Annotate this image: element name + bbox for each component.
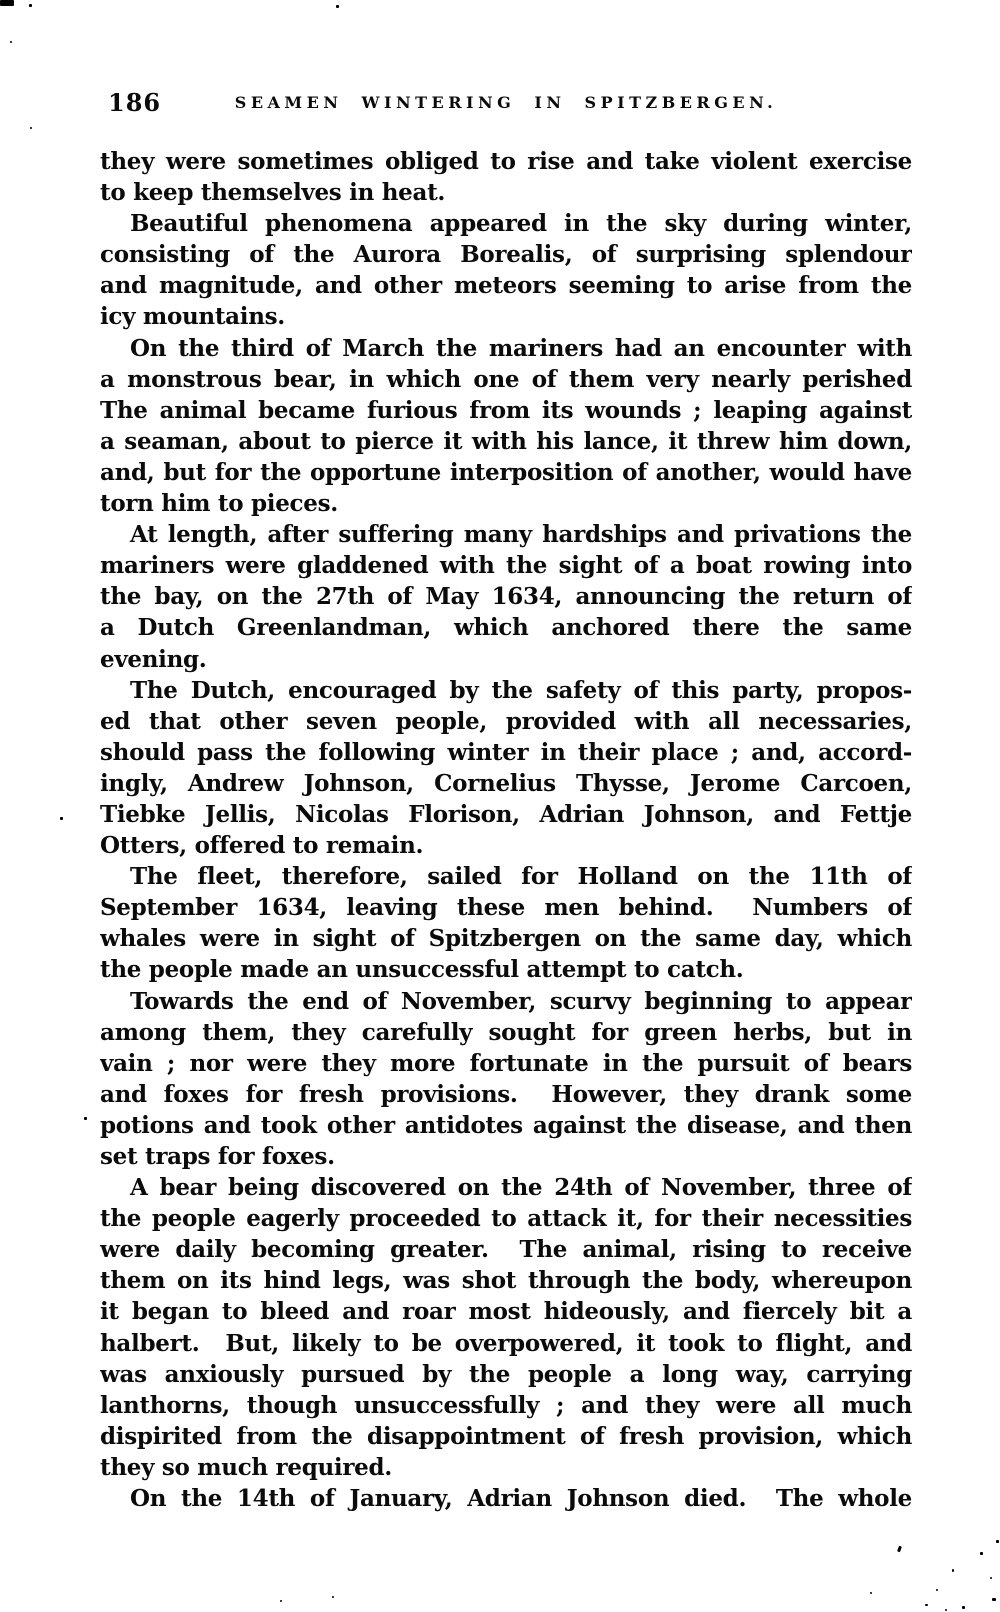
- scan-speck: [990, 1577, 992, 1579]
- scan-speck: [29, 4, 32, 7]
- scan-speck: [962, 1606, 965, 1609]
- scan-speck: [10, 41, 12, 43]
- scan-speck: [60, 817, 63, 820]
- text-line: was anxiously pursued by the people a long way, carrying: [100, 1360, 912, 1388]
- text-line: The fleet, therefore, sailed for Holland on the 11th of: [130, 863, 912, 891]
- text-line: dispirited from the disappointment of fresh provision, which: [100, 1422, 912, 1450]
- text-line: Beautiful phenomena appeared in the sky during winter,: [130, 210, 912, 238]
- page-header: [100, 88, 912, 120]
- text-line: a monstrous bear, in which one of them very nearly perished: [100, 365, 912, 393]
- text-line: The animal became furious from its wounds ; leaping against: [100, 396, 912, 424]
- text-line: mariners were gladdened with the sight of a boat rowing into: [100, 552, 912, 580]
- text-line: and foxes for fresh provisions. However, they drank some: [100, 1080, 912, 1108]
- text-line: A bear being discovered on the 24th of November, three of: [130, 1174, 912, 1202]
- scan-speck: [0, 0, 14, 6]
- text-line: set traps for foxes.: [100, 1143, 335, 1170]
- text-line: lanthorns, though unsuccessfully ; and they were all much: [100, 1391, 912, 1419]
- running-title: SEAMEN WINTERING IN SPITZBERGEN.: [234, 93, 778, 112]
- scan-speck: [945, 1609, 947, 1611]
- text-line: to keep themselves in heat.: [100, 179, 446, 207]
- text-line: the people made an unsuccessful attempt to catch.: [100, 956, 744, 984]
- page-number: 186: [108, 88, 162, 117]
- text-line: the bay, on the 27th of May 1634, announcing the return of: [100, 583, 912, 611]
- text-line: were daily becoming greater. The animal, rising to receive: [100, 1236, 912, 1264]
- scan-speck: [30, 127, 32, 129]
- scan-speck: [925, 1604, 928, 1606]
- text-line: they were sometimes obliged to rise and take violent exercise: [100, 148, 912, 175]
- text-line: torn him to pieces.: [100, 490, 338, 518]
- text-line: and magnitude, and other meteors seeming to arise from the: [100, 272, 912, 300]
- text-line: icy mountains.: [100, 303, 285, 331]
- scan-speck: [897, 1546, 902, 1553]
- text-line: it began to bleed and roar most hideously, and fiercely bit a: [100, 1298, 912, 1326]
- text-line: potions and took other antidotes against the disease, and then: [100, 1111, 912, 1139]
- scan-speck: [336, 5, 339, 8]
- text-line: September 1634, leaving these men behind. Numbers of: [100, 894, 912, 922]
- scan-speck: [996, 1540, 999, 1543]
- text-line: On the 14th of January, Adrian Johnson died. The whole: [130, 1485, 912, 1513]
- text-line: a Dutch Greenlandman, which anchored there the same: [100, 614, 912, 642]
- scan-speck: [936, 1589, 938, 1591]
- text-line: a seaman, about to pierce it with his lance, it threw him down,: [100, 427, 912, 455]
- text-line: Tiebke Jellis, Nicolas Florison, Adrian Johnson, and Fettje: [100, 800, 912, 828]
- text-line: should pass the following winter in their place ; and, accord-: [100, 738, 912, 766]
- text-line: them on its hind legs, was shot through the body, whereupon: [100, 1267, 912, 1295]
- scan-speck: [84, 1117, 87, 1120]
- text-line: The Dutch, encouraged by the safety of this party, propos-: [130, 676, 912, 704]
- scan-speck: [280, 1600, 282, 1602]
- text-line: among them, they carefully sought for green herbs, but in: [100, 1018, 912, 1046]
- body-text: [100, 146, 912, 1514]
- text-line: On the third of March the mariners had an encounter with: [130, 334, 912, 362]
- text-line: Towards the end of November, scurvy beginning to appear: [130, 987, 912, 1015]
- scan-speck: [980, 1552, 983, 1555]
- text-line: ed that other seven people, provided with all necessaries,: [100, 707, 912, 735]
- text-line: they so much required.: [100, 1453, 392, 1481]
- text-line: evening.: [100, 645, 207, 673]
- scan-speck: [870, 1592, 872, 1594]
- text-line: whales were in sight of Spitzbergen on the same day, which: [100, 925, 912, 953]
- text-line: At length, after suffering many hardships and privations the: [130, 521, 912, 549]
- text-line: halbert. But, likely to be overpowered, it took to flight, and: [100, 1329, 912, 1357]
- scan-speck: [332, 1596, 334, 1598]
- text-line: vain ; nor were they more fortunate in the pursuit of bears: [100, 1049, 912, 1077]
- text-line: the people eagerly proceeded to attack it, for their necessities: [100, 1205, 912, 1233]
- scan-speck: [952, 1569, 954, 1572]
- text-line: and, but for the opportune interposition of another, would have: [100, 458, 912, 486]
- text-line: Otters, offered to remain.: [100, 832, 424, 860]
- text-line: consisting of the Aurora Borealis, of surprising splendour: [100, 241, 912, 269]
- text-line: ingly, Andrew Johnson, Cornelius Thysse, Jerome Carcoen,: [100, 769, 912, 797]
- scan-speck: [992, 1598, 996, 1601]
